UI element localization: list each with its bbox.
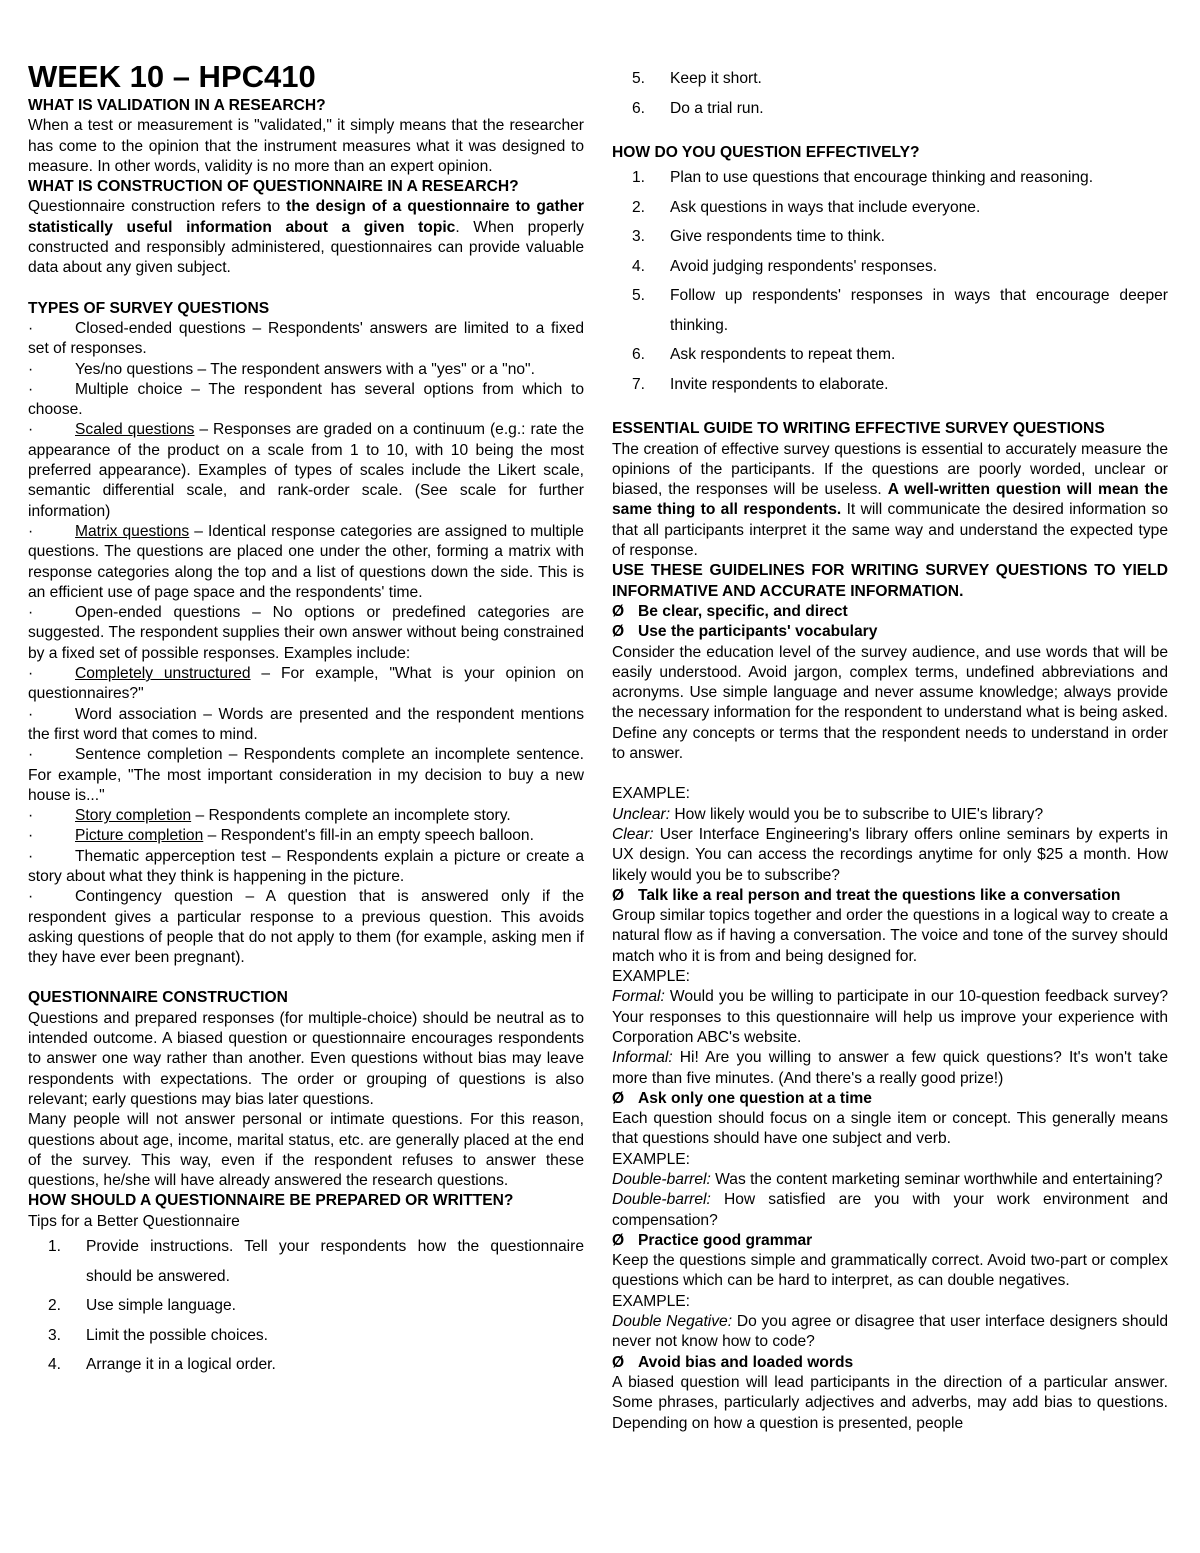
guide-text [612,440,1168,562]
types-heading: TYPES OF SURVEY QUESTIONS [28,299,270,317]
guideline-title: Use the participants' vocabulary [638,623,878,641]
list-number: 3. [48,1326,62,1344]
list-item [612,222,1168,252]
list-item-term: Matrix questions [75,522,190,540]
list-item-text: Limit the possible choices. [86,1326,269,1344]
guideline-3-text: Group similar topics together and order the questions in a logical way to create a natural flow as if having a conversation. The voice and tone of the survey should match who it is from and being designed for. [612,907,1168,965]
list-item-text: Give respondents time to think. [670,228,885,246]
how-heading: HOW SHOULD A QUESTIONNAIRE BE PREPARED OR WRITTEN? [28,1192,514,1210]
guideline-2 [612,622,1168,642]
construction-post: . When properly constructed and responsibly administered, questionnaires can provide valuable data about any given subject. [28,218,584,277]
example-tag: Double Negative: [612,1313,733,1331]
list-item [28,664,584,705]
arrow-icon: Ø [612,1231,625,1249]
validation-text: When a test or measurement is "validated," it simply means that the researcher has come to the opinion that the instrument measures what it was designed to measure. In other words, validity is no more than an expert opinion. [28,117,584,175]
example-label: EXAMPLE: [612,968,690,986]
list-item-text: Open-ended questions – No options or predefined categories are suggested. The respondent supplies their own answer without being constrained by a fixed set of possible responses. Examples include: [28,604,584,662]
list-number: 6. [632,99,646,117]
list-item [612,252,1168,282]
list-item-text: Multiple choice – The respondent has several options from which to choose. [28,380,584,419]
list-item-text: Plan to use questions that encourage thinking and reasoning. [670,169,1094,187]
list-item-text: Avoid judging respondents' responses. [670,257,938,275]
list-number: 1. [632,169,646,187]
example-tag: Formal: [612,988,665,1006]
effective-heading: HOW DO YOU QUESTION EFFECTIVELY? [612,144,920,161]
guideline-2-text: Consider the education level of the survey audience, and use words that will be easily understood. Avoid jargon, complex terms, undefined abbreviations and acronyms. Use simple language and never assume knowledge; always provide the necessary information for the respondent to understand what is being asked. Define any concepts or terms that the respondent needs to understand in order to answer. [612,643,1168,763]
bullet-mark: · [28,746,34,764]
guidelines-heading: USE THESE GUIDELINES FOR WRITING SURVEY QUESTIONS TO YIELD INFORMATIVE AND ACCURATE INFORMATION. [612,562,1168,600]
list-item-text: – Responses are graded on a continuum (e.g.: rate the appearance of the product on a scale from 1 to 10, with 10 being the most preferred appearance). Examples of types of scales include the Likert scale, semantic differential scale, and rank-order scale. (See scale for further information) [28,421,585,520]
right-column [612,64,1168,1434]
example-tag: Informal: [612,1049,673,1067]
qc-text-2: Many people will not answer personal or intimate questions. For this reason, questions about age, income, marital status, etc. are generally placed at the end of the survey. This way, even if the respondent refuses to answer these questions, he/she will have already answered the research questions. [28,1111,584,1190]
example-tag: Double-barrel: [612,1191,711,1209]
validation-heading: WHAT IS VALIDATION IN A RESEARCH? [28,97,326,114]
list-item [28,745,584,806]
list-item-term: Picture completion [75,827,204,845]
left-column [28,60,584,1380]
guideline-title: Be clear, specific, and direct [638,602,848,620]
guide-heading: ESSENTIAL GUIDE TO WRITING EFFECTIVE SURVEY QUESTIONS [612,420,1105,438]
example-text: User Interface Engineering's library offers online seminars by experts in UX design. You can access the recordings anytime for only $25 a month. How likely would you be to subscribe? [612,825,1168,884]
list-item [612,281,1168,340]
arrow-icon: Ø [612,1089,625,1107]
example-double-negative [612,1312,1168,1353]
bullet-mark: · [28,807,34,825]
list-item [28,420,584,521]
list-item [612,163,1168,193]
list-number: 4. [632,257,646,275]
arrow-icon: Ø [612,623,625,641]
list-item [28,319,584,360]
list-number: 2. [48,1297,62,1315]
construction-pre: Questionnaire construction refers to [28,198,287,216]
example-text: Was the content marketing seminar worthwhile and entertaining? [710,1170,1163,1188]
example-double-barrel-1 [612,1170,1168,1190]
list-number: 5. [632,287,646,305]
list-item-text: – Respondents complete an incomplete story. [191,807,511,825]
types-list [28,319,584,969]
list-item-term: Story completion [75,807,192,825]
list-item-text: Thematic apperception test – Respondents explain a picture or create a story about what they think is happening in the picture. [28,847,584,885]
example-tag: Double-barrel: [612,1170,711,1188]
list-item [28,1232,584,1291]
example-unclear [612,805,1168,825]
list-item-text: Invite respondents to elaborate. [670,375,889,393]
example-clear [612,825,1168,886]
guideline-4-text: Each question should focus on a single item or concept. This generally means that questions should have one subject and verb. [612,1110,1168,1148]
list-number: 6. [632,346,646,364]
list-item [28,705,584,746]
list-item [28,1291,584,1321]
list-item-text: Follow up respondents' responses in ways that encourage deeper thinking. [670,287,1168,334]
bullet-mark: · [28,827,34,845]
bullet-mark: · [28,421,34,439]
tips-label: Tips for a Better Questionnaire [28,1212,240,1230]
bullet-mark: · [28,847,34,865]
list-item-text: Word association – Words are presented and the respondent mentions the first word that comes to mind. [28,705,584,743]
example-text: How likely would you be to subscribe to UIE's library? [670,805,1044,823]
list-number: 2. [632,198,646,216]
guideline-5 [612,1231,1168,1251]
example-tag: Clear: [612,825,654,843]
list-item [28,1321,584,1351]
list-item [28,1350,584,1380]
list-item [28,887,584,968]
guideline-3 [612,886,1168,906]
guideline-6-text: A biased question will lead participants in the direction of a particular answer. Some phrases, particularly adjectives and adverbs, may add bias to questions. Depending on how a question is presented, people [612,1373,1168,1432]
list-item [28,826,584,846]
bullet-mark: · [28,705,34,723]
list-item-text: Do a trial run. [670,99,764,117]
construction-heading: WHAT IS CONSTRUCTION OF QUESTIONNAIRE IN A RESEARCH? [28,178,519,196]
guideline-title: Practice good grammar [638,1231,813,1249]
qc-text-1: Questions and prepared responses (for multiple-choice) should be neutral as to intended outcome. A biased question or questionnaire encourages respondents to answer one way rather than another. Even questions without bias may leave respondents with expectations. The order or grouping of questions is also relevant; early questions may bias later questions. [28,1009,584,1108]
tips-list-continued [612,64,1168,123]
example-text: How satisfied are you with your work environment and compensation? [612,1191,1168,1229]
list-number: 7. [632,375,646,393]
list-item [28,522,584,603]
arrow-icon: Ø [612,1353,625,1371]
guideline-5-text: Keep the questions simple and grammatically correct. Avoid two-part or complex questions which can be hard to interpret, as can double negatives. [612,1252,1168,1290]
list-item [28,380,584,421]
example-label: EXAMPLE: [612,785,690,803]
list-item [612,193,1168,223]
example-text: Hi! Are you willing to answer a few quick questions? It's won't take more than five minutes. (And there's a really good prize!) [612,1049,1168,1087]
guide-pre: The creation of effective survey questions is essential to accurately measure the opinions of the participants. If the questions are poorly worded, unclear or biased, the responses will be useless. [612,440,1168,499]
list-item-text: Yes/no questions – The respondent answers with a "yes" or a "no". [75,360,535,378]
list-item-text: Contingency question – A question that is answered only if the respondent gives a particular response to a previous question. This avoids asking questions of people that do not apply to them (for example, asking men if they have ever been pregnant). [28,888,584,967]
list-item-text: Use simple language. [86,1297,236,1315]
construction-text [28,197,584,278]
guideline-title: Ask only one question at a time [638,1089,872,1107]
arrow-icon: Ø [612,602,625,620]
list-item [28,360,584,380]
list-item [612,340,1168,370]
list-item-text: Keep it short. [670,70,762,87]
bullet-mark: · [28,604,34,622]
qc-heading: QUESTIONNAIRE CONSTRUCTION [28,989,288,1007]
list-number: 4. [48,1356,62,1374]
example-text: Do you agree or disagree that user interface designers should never not know how to code? [612,1313,1168,1351]
list-number: 1. [48,1238,62,1256]
bullet-mark: · [28,888,34,906]
guide-post: It will communicate the desired information so that all participants interpret it the same way and understand the expected type of response. [612,501,1168,560]
example-label: EXAMPLE: [612,1150,690,1168]
list-item [612,370,1168,400]
list-item-text: Closed-ended questions – Respondents' answers are limited to a fixed set of responses. [28,319,584,358]
page-title: WEEK 10 – HPC410 [28,59,316,94]
list-item-text: – Identical response categories are assigned to multiple questions. The questions are placed one under the other, forming a matrix with response categories along the top and a list of questions down the side. This is an efficient use of page space and the respondents' time. [28,522,584,601]
guideline-6 [612,1353,1168,1373]
example-formal [612,987,1168,1048]
list-item [28,806,584,826]
list-item-text: Provide instructions. Tell your respondents how the questionnaire should be answered. [86,1238,584,1285]
example-informal [612,1048,1168,1089]
arrow-icon: Ø [612,886,625,904]
tips-list [28,1232,584,1380]
list-item-text: – Respondent's fill-in an empty speech balloon. [203,827,534,845]
bullet-mark: · [28,665,34,683]
guideline-title: Talk like a real person and treat the questions like a conversation [638,886,1121,904]
guideline-title: Avoid bias and loaded words [638,1353,854,1371]
list-item-text: Sentence completion – Respondents complete an incomplete sentence. For example, "The most important consideration in my decision to buy a new house is..." [28,746,584,804]
construction-bold: the design of a questionnaire to gather statistically useful information about a given topic [28,198,584,236]
list-item [612,64,1168,94]
bullet-mark: · [28,380,34,398]
guide-bold: A well-written question will mean the same thing to all respondents. [612,481,1169,519]
bullet-mark: · [28,319,34,337]
bullet-mark: · [28,360,34,378]
list-number: 3. [632,228,646,246]
example-label: EXAMPLE: [612,1292,690,1310]
list-item [28,847,584,888]
list-item-text: Ask questions in ways that include everyone. [670,198,981,216]
bullet-mark: · [28,522,34,540]
list-number: 5. [632,70,646,87]
guideline-1 [612,602,1168,622]
list-item-term: Scaled questions [75,421,195,439]
list-item-text: – For example, "What is your opinion on questionnaires?" [28,665,584,703]
list-item [28,603,584,664]
list-item-term: Completely unstructured [75,665,251,683]
list-item-text: Ask respondents to repeat them. [670,346,896,364]
example-double-barrel-2 [612,1190,1168,1231]
effective-list [612,163,1168,399]
guideline-4 [612,1089,1168,1109]
list-item [612,94,1168,124]
example-text: Would you be willing to participate in our 10-question feedback survey? Your responses to this questionnaire will help us improve your experience with Corporation ABC's website. [612,988,1168,1046]
example-tag: Unclear: [612,805,671,823]
list-item-text: Arrange it in a logical order. [86,1356,276,1374]
